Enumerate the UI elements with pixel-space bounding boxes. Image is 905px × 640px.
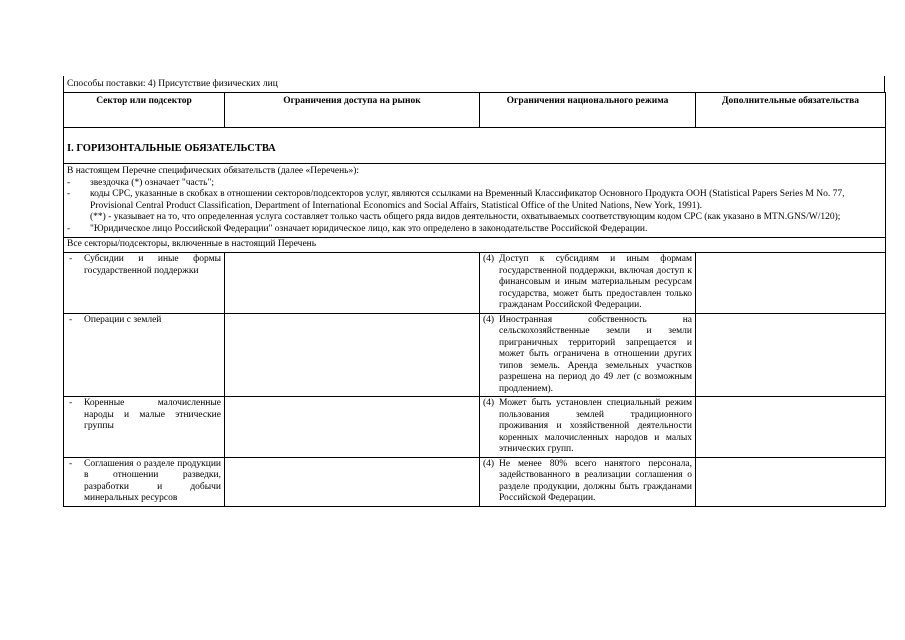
table-row (64, 313, 886, 397)
national-treatment-cell: (4) Иностранная собственность на сельскохозяйственные земли и земли приграничных территорий запрещается и может быть ограничена в отношении других типов земель. Аренда земельных участков разрешена на период до 49 лет (с возможным продлением). (480, 313, 696, 397)
sector-cell: - Субсидии и иные формы государственной поддержки (64, 253, 225, 314)
market-access-cell (225, 457, 480, 506)
table-row (64, 457, 886, 506)
intro-row (64, 164, 886, 238)
table-row (64, 253, 886, 314)
header-sector: Сектор или подсектор (64, 93, 225, 128)
intro-item: - коды CPC, указанные в скобках в отношении секторов/подсекторов услуг, являются ссылками на Временный Классификатор Основного Продукта ООН (Statistical Papers Series M No. 77, Provisional Central Product Classification, Department of International Economics and Social Affairs, Statistical Office of the United Nations, New York, 1991). (67, 189, 845, 211)
all-sectors-label: Все секторы/подсекторы, включенные в настоящий Перечень (64, 238, 886, 253)
additional-cell (696, 397, 886, 458)
additional-cell (696, 313, 886, 397)
header-market-access: Ограничения доступа на рынок (225, 93, 480, 128)
sector-cell: - Соглашения о разделе продукции в отношении разведки, разработки и добычи минеральных ресурсов (64, 457, 225, 506)
national-treatment-cell: (4) Не менее 80% всего нанятого персонала, задействованного в реализации соглашения о разделе продукции, должны быть гражданами Российской Федерации. (480, 457, 696, 506)
intro-item: (**) - указывает на то, что определенная услуга составляет только часть общего ряда видов деятельности, охватываемых соответствующим кодом CPC (как указано в MTN.GNS/W/120); (90, 212, 841, 222)
sector-cell: - Операции с землей (64, 313, 225, 397)
header-row (64, 93, 886, 128)
horizontal-title-row (64, 128, 886, 164)
intro-cell (64, 164, 886, 238)
all-sectors-row (64, 238, 886, 253)
horizontal-title: I. ГОРИЗОНТАЛЬНЫЕ ОБЯЗАТЕЛЬСТВА (64, 128, 886, 164)
intro-item: - "Юридическое лицо Российской Федерации" означает юридическое лицо, как это определено в законодательстве Российской Федерации. (67, 223, 648, 234)
additional-cell (696, 457, 886, 506)
sector-cell: - Коренные малочисленные народы и малые этнические группы (64, 397, 225, 458)
mode-of-supply: Способы поставки: 4) Присутствие физических лиц (63, 76, 885, 92)
header-national-treatment: Ограничения национального режима (480, 93, 696, 128)
commitments-table (63, 92, 886, 507)
intro-item: - звездочка (*) означает "часть"; (67, 177, 214, 188)
header-additional: Дополнительные обязательства (696, 93, 886, 128)
intro-lead: В настоящем Перечне специфических обязательств (далее «Перечень»): (67, 166, 360, 176)
additional-cell (696, 253, 886, 314)
table-row (64, 397, 886, 458)
market-access-cell (225, 253, 480, 314)
national-treatment-cell: (4) Может быть установлен специальный режим пользования землей традиционного проживания и хозяйственной деятельности коренных малочисленных народов и малых этнических групп. (480, 397, 696, 458)
market-access-cell (225, 313, 480, 397)
market-access-cell (225, 397, 480, 458)
national-treatment-cell: (4) Доступ к субсидиям и иным формам государственной поддержки, включая доступ к финансовым и иным материальным ресурсам государства, может быть предоставлен только гражданам Российской Федерации. (480, 253, 696, 314)
